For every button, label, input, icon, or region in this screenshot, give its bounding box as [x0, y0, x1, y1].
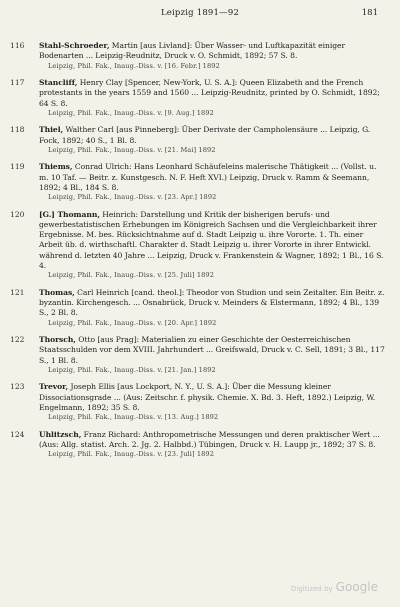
entry-description: Otto [aus Prag]: Materialien zu einer Geschichte der Oesterreichischen Staatsschulden vor dem XVIII. Jahrhundert ... Greifswald, Druck v. C. Sell, 1891; 3 Bl., 117 S., 1 Bl. 8.	[39, 335, 385, 365]
entry-author: Thorsch,	[39, 335, 76, 345]
entry-author: Stahl-Schroeder,	[39, 41, 110, 50]
entry-text	[39, 210, 387, 272]
entry-number: 119	[10, 162, 25, 172]
digitized-by-google-watermark	[291, 580, 378, 594]
entry-author: [G.] Thomann,	[39, 209, 100, 219]
entry-number: 122	[10, 335, 25, 345]
entry-description: Conrad Ulrich: Hans Leonhard Schäufeleins malerische Thätigkeit ... (Vollst. u. m. 10 Taf. — Beitr. z. Kunstgesch. N. F. Heft XVI.) Leipzig, Druck v. Ramm & Seemann, 1892; 4 Bl., 184 S. 8.	[39, 162, 377, 192]
entry-text	[39, 125, 387, 146]
entry-dissertation-note: Leipzig, Phil. Fak., Inaug.-Diss. v. [20. Apr.] 1892	[48, 318, 217, 327]
catalog-entry	[0, 382, 400, 422]
entry-text	[39, 288, 387, 319]
entry-text	[39, 41, 387, 62]
entry-description: Carl Heinrich [cand. theol.]: Theodor von Studion und sein Zeitalter. Ein Beitr. z. byzantin. Kirchengesch. ... Osnabrück, Druck v. Meinders & Elstermann, 1892; 4 Bl., 139 S., 2 Bl. 8.	[39, 287, 385, 318]
watermark-prefix: Digitized by	[291, 585, 333, 593]
entry-number: 124	[10, 429, 25, 439]
entry-list	[0, 41, 400, 467]
entry-author: Thiems,	[39, 162, 73, 172]
entry-description: Franz Richard: Anthropometrische Messungen und deren praktischer Wert ... (Aus: Allg. statist. Arch. 2. Jg. 2. Halbbd.) Tübingen, Druck v. H. Laupp jr., 1892; 37 S. 8.	[39, 429, 380, 449]
google-logo: Google	[335, 580, 378, 594]
entry-author: Trevor,	[39, 382, 69, 392]
catalog-entry	[0, 210, 400, 281]
catalog-entry	[0, 78, 400, 118]
entry-description: Martin [aus Livland]: Über Wasser- und Luftkapazität einiger Bodenarten ... Leipzig-Reudnitz, Druck v. O. Schmidt, 1892; 57 S. 8.	[39, 41, 346, 61]
entry-dissertation-note: Leipzig, Phil. Fak., Inaug.-Diss. v. [25. Juli] 1892	[48, 271, 215, 280]
entry-number: 117	[10, 78, 25, 87]
entry-author: Thomas,	[39, 287, 75, 297]
entry-author: Stancliff,	[39, 78, 78, 87]
catalog-entry	[0, 288, 400, 328]
entry-text	[39, 162, 387, 193]
entry-description: Henry Clay [Spencer, New-York, U. S. A.]: Queen Elizabeth and the French protestants in the years 1559 and 1560 ... Leipzig-Reudnitz, printed by O. Schmidt, 1892; 64 S. 8.	[39, 78, 380, 108]
entry-dissertation-note: Leipzig, Phil. Fak., Inaug.-Diss. v. [21. Jan.] 1892	[48, 365, 216, 374]
catalog-entry	[0, 162, 400, 202]
entry-number: 121	[10, 287, 25, 297]
entry-author: Thiel,	[39, 125, 64, 135]
catalog-entry	[0, 125, 400, 155]
entry-description: Walther Carl [aus Pinneberg]: Über Derivate der Campholensäure ... Leipzig, G. Fock, 1892; 40 S., 1 Bl. 8.	[39, 125, 371, 145]
entry-number: 116	[10, 41, 25, 50]
catalog-entry	[0, 335, 400, 375]
entry-text	[39, 78, 387, 109]
entry-dissertation-note: Leipzig, Phil. Fak., Inaug.-Diss. v. [16. Febr.] 1892	[48, 61, 220, 70]
entry-number: 120	[10, 209, 25, 219]
running-title: Leipzig 1891—92	[160, 8, 240, 18]
catalog-entry	[0, 430, 400, 460]
entry-description: Joseph Ellis [aus Lockport, N. Y., U. S. A.]: Über die Messung kleiner Dissociationsgrade ... (Aus: Zeitschr. f. physik. Chemie. X. Bd. 3. Heft, 1892.) Leipzig, W. Engelmann, 1892; 35 S. 8.	[39, 382, 376, 412]
entry-description: Heinrich: Darstellung und Kritik der bisherigen berufs- und gewerbestatistischen Erhebungen im Königreich Sachsen und die Vergleichbarkeit ihrer Ergebnisse. M. bes. Rücksichtnahme auf d. Stadt Leipzig u. ihre Vororte. 1. Th. einer Arbeit üb. d. wirthschaftl. Charakter d. Stadt Leipzig u. ihrer Vororte in ihrer Entwickl. während d. letzten 40 Jahre ... Leipzig, Druck v. Frankenstein & Wagner, 1892; 1 Bl., 16 S. 4.	[39, 209, 384, 271]
entry-dissertation-note: Leipzig, Phil. Fak., Inaug.-Diss. v. [21. Mai] 1892	[48, 145, 216, 154]
entry-dissertation-note: Leipzig, Phil. Fak., Inaug.-Diss. v. [13. Aug.] 1892	[48, 413, 219, 422]
entry-dissertation-note: Leipzig, Phil. Fak., Inaug.-Diss. v. [23. Apr.] 1892	[48, 193, 217, 202]
entry-dissertation-note: Leipzig, Phil. Fak., Inaug.-Diss. v. [9. Aug.] 1892	[48, 108, 214, 117]
entry-number: 123	[10, 382, 25, 392]
entry-text	[39, 335, 387, 366]
catalog-entry	[0, 41, 400, 71]
page-header	[0, 8, 400, 22]
entry-text	[39, 430, 387, 451]
entry-author: Uhlitzsch,	[39, 429, 82, 439]
entry-number: 118	[10, 125, 25, 135]
entry-dissertation-note: Leipzig, Phil. Fak., Inaug.-Diss. v. [23. Juli] 1892	[48, 450, 215, 459]
page-number: 181	[361, 8, 378, 18]
entry-text	[39, 382, 387, 413]
